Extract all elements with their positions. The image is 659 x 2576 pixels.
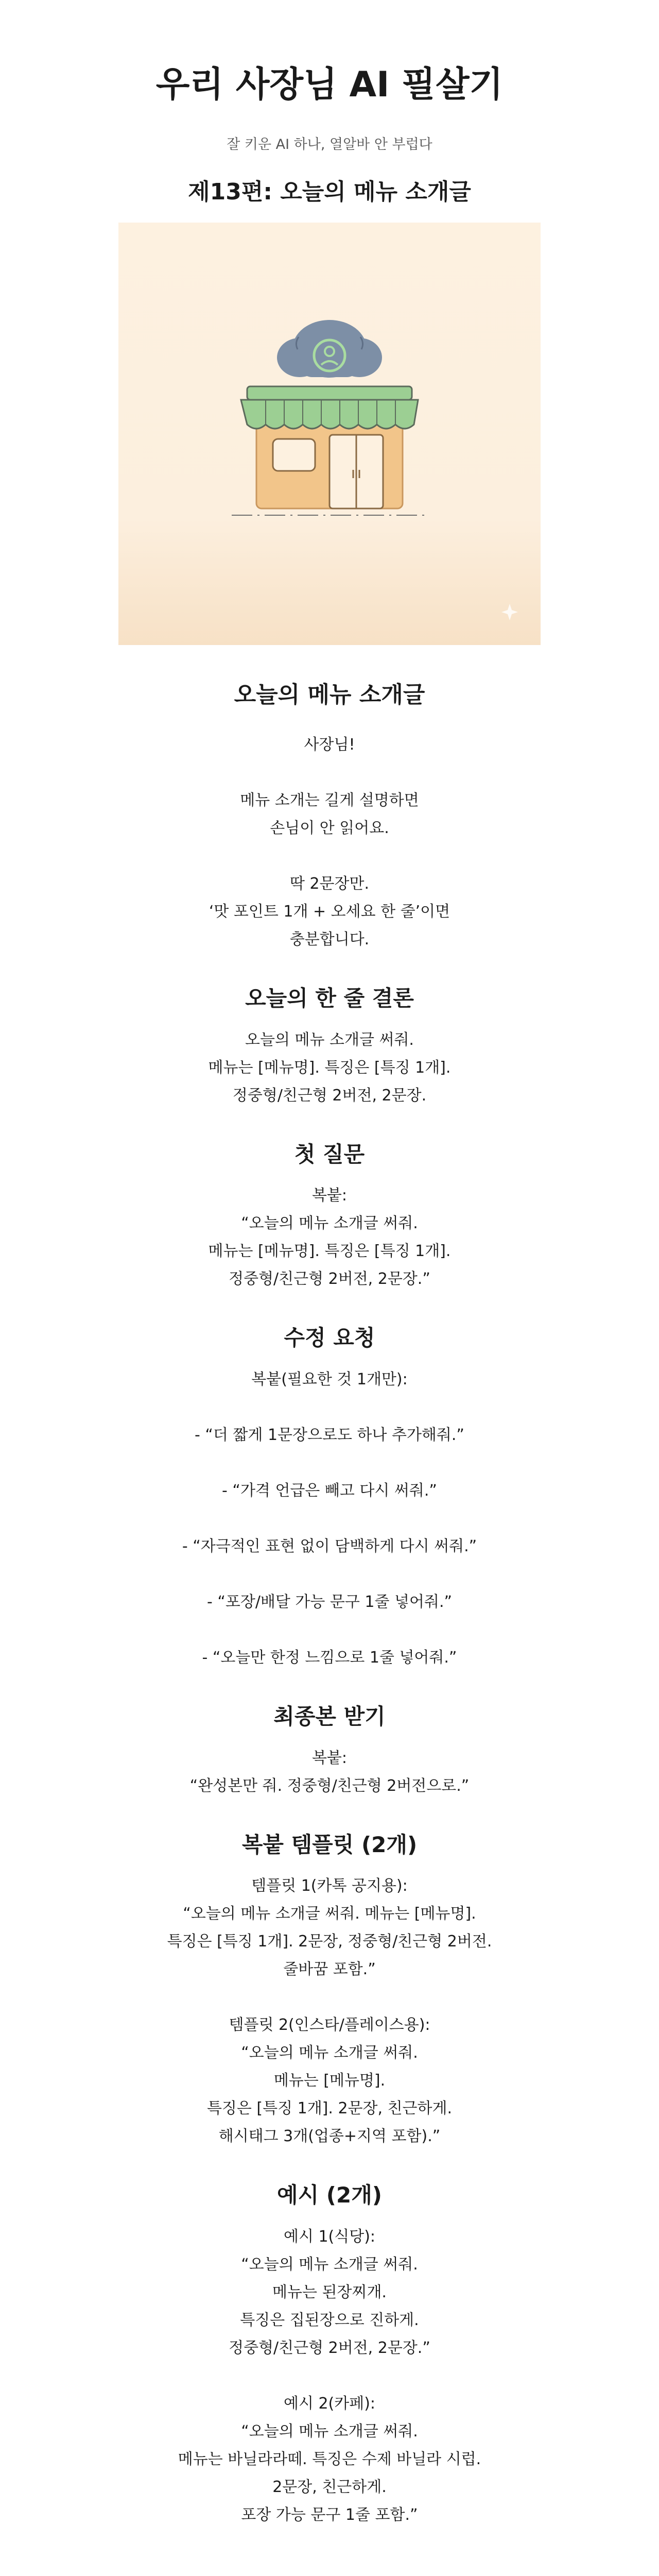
section-intro — [0, 680, 659, 954]
section-conclusion — [0, 985, 659, 1110]
cloud-person-icon — [277, 320, 382, 378]
section-title: 첫 질문 — [294, 1141, 365, 1167]
section-revision — [0, 1324, 659, 1672]
store-icon — [232, 386, 427, 515]
sparkle-icon — [501, 604, 518, 620]
section-body: 사장님! 메뉴 소개는 길게 설명하면 손님이 안 읽어요. 딱 2문장만. ‘맛 포인트 1개 + 오세요 한 줄’이면 충분합니다. — [209, 736, 450, 949]
section-title: 수정 요청 — [284, 1325, 375, 1351]
subtitle: 잘 키운 AI 하나, 열알바 안 부럽다 — [227, 137, 432, 152]
hero-illustration — [118, 223, 541, 645]
content — [0, 680, 659, 2529]
section-body: 예시 1(식당): “오늘의 메뉴 소개글 써줘. 메뉴는 된장찌개. 특징은 집된장으로 진하게. 정중형/친근형 2버전, 2문장.” 예시 2(카페): “오늘의 메뉴 소개글 써줘. 메뉴는 바닐라라떼. 특징은 수제 바닐라 시럽. 2문장, 친근하게. 포장 가능 문구 1줄 포함.” — [178, 2227, 481, 2524]
section-first-question — [0, 1141, 659, 1294]
section-body: 복붙(필요한 것 1개만): - “더 짧게 1문장으로도 하나 추가해줘.” - “가격 언급은 빼고 다시 써줘.” - “자극적인 표현 없이 담백하게 다시 써줘.” - “포장/배달 가능 문구 1줄 넣어줘.” - “오늘만 한정 느낌으로 1줄 넣어줘.” — [182, 1370, 477, 1667]
store-illustration — [118, 223, 541, 645]
section-body: 오늘의 메뉴 소개글 써줘. 메뉴는 [메뉴명]. 특징은 [특징 1개]. 정중형/친근형 2버전, 2문장. — [208, 1030, 451, 1105]
episode-title: 제13편: 오늘의 메뉴 소개글 — [188, 179, 471, 205]
section-final — [0, 1703, 659, 1800]
section-examples — [0, 2181, 659, 2529]
section-body: 복붙: “오늘의 메뉴 소개글 써줘. 메뉴는 [메뉴명]. 특징은 [특징 1개]. 정중형/친근형 2버전, 2문장.” — [208, 1187, 451, 1289]
section-templates — [0, 1831, 659, 2151]
main-title: 우리 사장님 AI 필살기 — [155, 64, 504, 105]
section-title: 예시 (2개) — [277, 2182, 382, 2208]
section-body: 복붙: “완성본만 줘. 정중형/친근형 2버전으로.” — [189, 1749, 470, 1795]
section-title: 복붙 템플릿 (2개) — [241, 1832, 418, 1857]
section-title: 오늘의 메뉴 소개글 — [234, 682, 425, 708]
section-title: 오늘의 한 줄 결론 — [245, 986, 414, 1011]
section-body: 템플릿 1(카톡 공지용): “오늘의 메뉴 소개글 써줘. 메뉴는 [메뉴명]. 특징은 [특징 1개]. 2문장, 정중형/친근형 2버전. 줄바꿈 포함.” 템플릿 2(인스타/플레이스용): “오늘의 메뉴 소개글 써줘. 메뉴는 [메뉴명]. 특징은 [특징 1개]. 2문장, 친근하게. 해시태그 3개(업종+지역 포함).” — [167, 1877, 492, 2146]
section-title: 최종본 받기 — [273, 1703, 386, 1729]
